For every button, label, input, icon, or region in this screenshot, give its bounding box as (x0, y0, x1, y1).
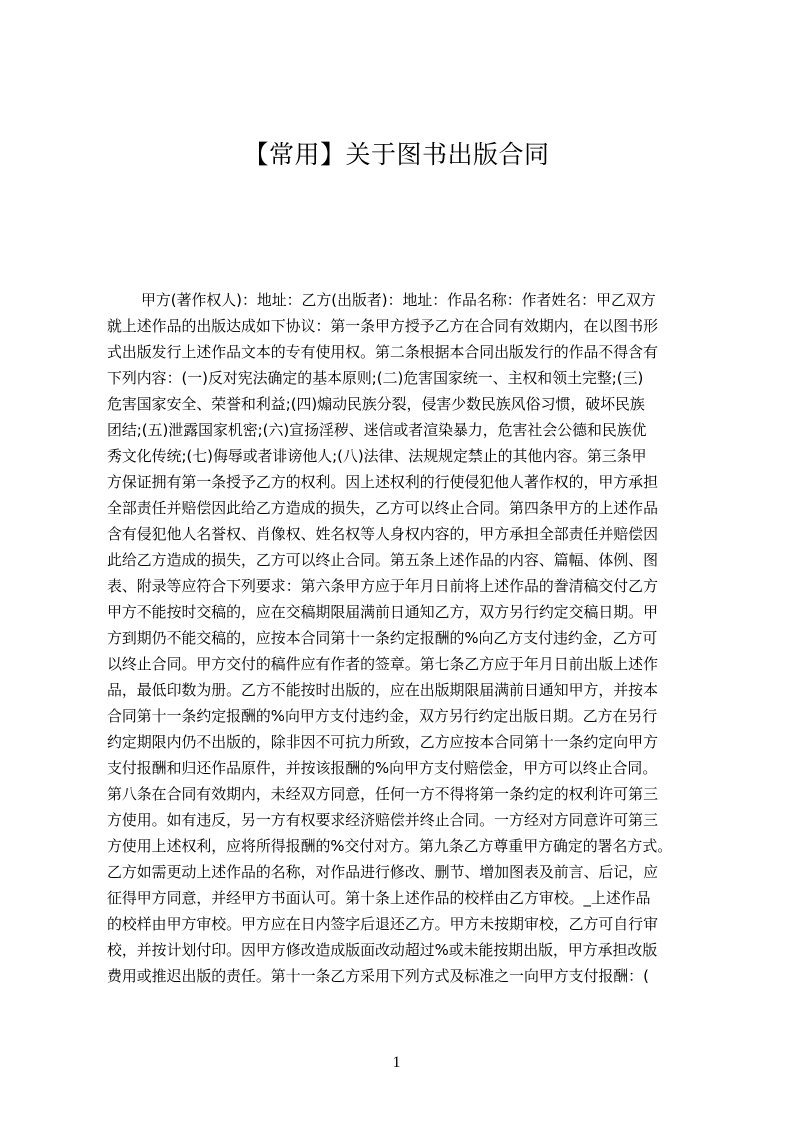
document-title: 【常用】关于图书出版合同 (243, 140, 550, 169)
body-line: 校，并按计划付印。因甲方修改造成版面改动超过%或未能按期出版，甲方承担改版 (107, 941, 658, 959)
body-line: 方保证拥有第一条授予乙方的权利。因上述权利的行使侵犯他人著作权的，甲方承担 (107, 473, 658, 491)
body-line: 危害国家安全、荣誉和利益;(四)煽动民族分裂，侵害少数民族风俗习惯，破坏民族 (107, 395, 645, 413)
body-line: 甲方(著作权人)：地址：乙方(出版者)：地址：作品名称：作者姓名：甲乙双方 (141, 291, 656, 309)
body-line: 约定期限内仍不出版的，除非因不可抗力所致，乙方应按本合同第十一条约定向甲方 (107, 733, 658, 751)
body-line: 合同第十一条约定报酬的%向甲方支付违约金，双方另行约定出版日期。乙方在另行 (107, 707, 658, 725)
body-line: 方使用。如有违反，另一方有权要求经济赔偿并终止合同。一方经对方同意许可第三 (107, 811, 658, 829)
body-line: 征得甲方同意，并经甲方书面认可。第十条上述作品的校样由乙方审校。_上述作品 (107, 889, 651, 907)
body-line: 甲方不能按时交稿的，应在交稿期限届满前日通知乙方，双方另行约定交稿日期。甲 (107, 603, 658, 621)
body-line: 全部责任并赔偿因此给乙方造成的损失，乙方可以终止合同。第四条甲方的上述作品 (107, 499, 658, 517)
body-line: 支付报酬和归还作品原件，并按该报酬的%向甲方支付赔偿金，甲方可以终止合同。 (107, 759, 658, 777)
body-line: 式出版发行上述作品文本的专有使用权。第二条根据本合同出版发行的作品不得含有 (107, 343, 658, 361)
body-line: 方到期仍不能交稿的，应按本合同第十一条约定报酬的%向乙方支付违约金，乙方可 (107, 629, 658, 647)
body-line: 的校样由甲方审校。甲方应在日内签字后退还乙方。甲方未按期审校，乙方可自行审 (107, 915, 658, 933)
body-line: 费用或推迟出版的责任。第十一条乙方采用下列方式及标准之一向甲方支付报酬：( (107, 967, 649, 985)
body-line: 此给乙方造成的损失，乙方可以终止合同。第五条上述作品的内容、篇幅、体例、图 (107, 551, 658, 569)
body-line: 含有侵犯他人名誉权、肖像权、姓名权等人身权内容的，甲方承担全部责任并赔偿因 (107, 525, 658, 543)
body-line: 表、附录等应符合下列要求：第六条甲方应于年月日前将上述作品的誊清稿交付乙方 (107, 577, 658, 595)
contract-body (107, 287, 699, 1067)
body-line: 就上述作品的出版达成如下协议：第一条甲方授予乙方在合同有效期内，在以图书形 (107, 317, 658, 335)
body-line: 品，最低印数为册。乙方不能按时出版的，应在出版期限届满前日通知甲方，并按本 (107, 681, 658, 699)
body-line: 下列内容：(一)反对宪法确定的基本原则;(二)危害国家统一、主权和领土完整;(三) (107, 369, 644, 387)
page-number: 1 (392, 1054, 401, 1071)
body-line: 乙方如需更动上述作品的名称，对作品进行修改、删节、增加图表及前言、后记，应 (107, 863, 658, 881)
body-line: 团结;(五)泄露国家机密;(六)宣扬淫秽、迷信或者渲染暴力，危害社会公德和民族优 (107, 421, 647, 439)
body-line: 方使用上述权利，应将所得报酬的%交付对方。第九条乙方尊重甲方确定的署名方式。 (107, 837, 673, 855)
body-line: 第八条在合同有效期内，未经双方同意，任何一方不得将第一条约定的权利许可第三 (107, 785, 658, 803)
body-line: 秀文化传统;(七)侮辱或者诽谤他人;(八)法律、法规规定禁止的其他内容。第三条甲 (107, 447, 647, 465)
body-line: 以终止合同。甲方交付的稿件应有作者的签章。第七条乙方应于年月日前出版上述作 (107, 655, 658, 673)
